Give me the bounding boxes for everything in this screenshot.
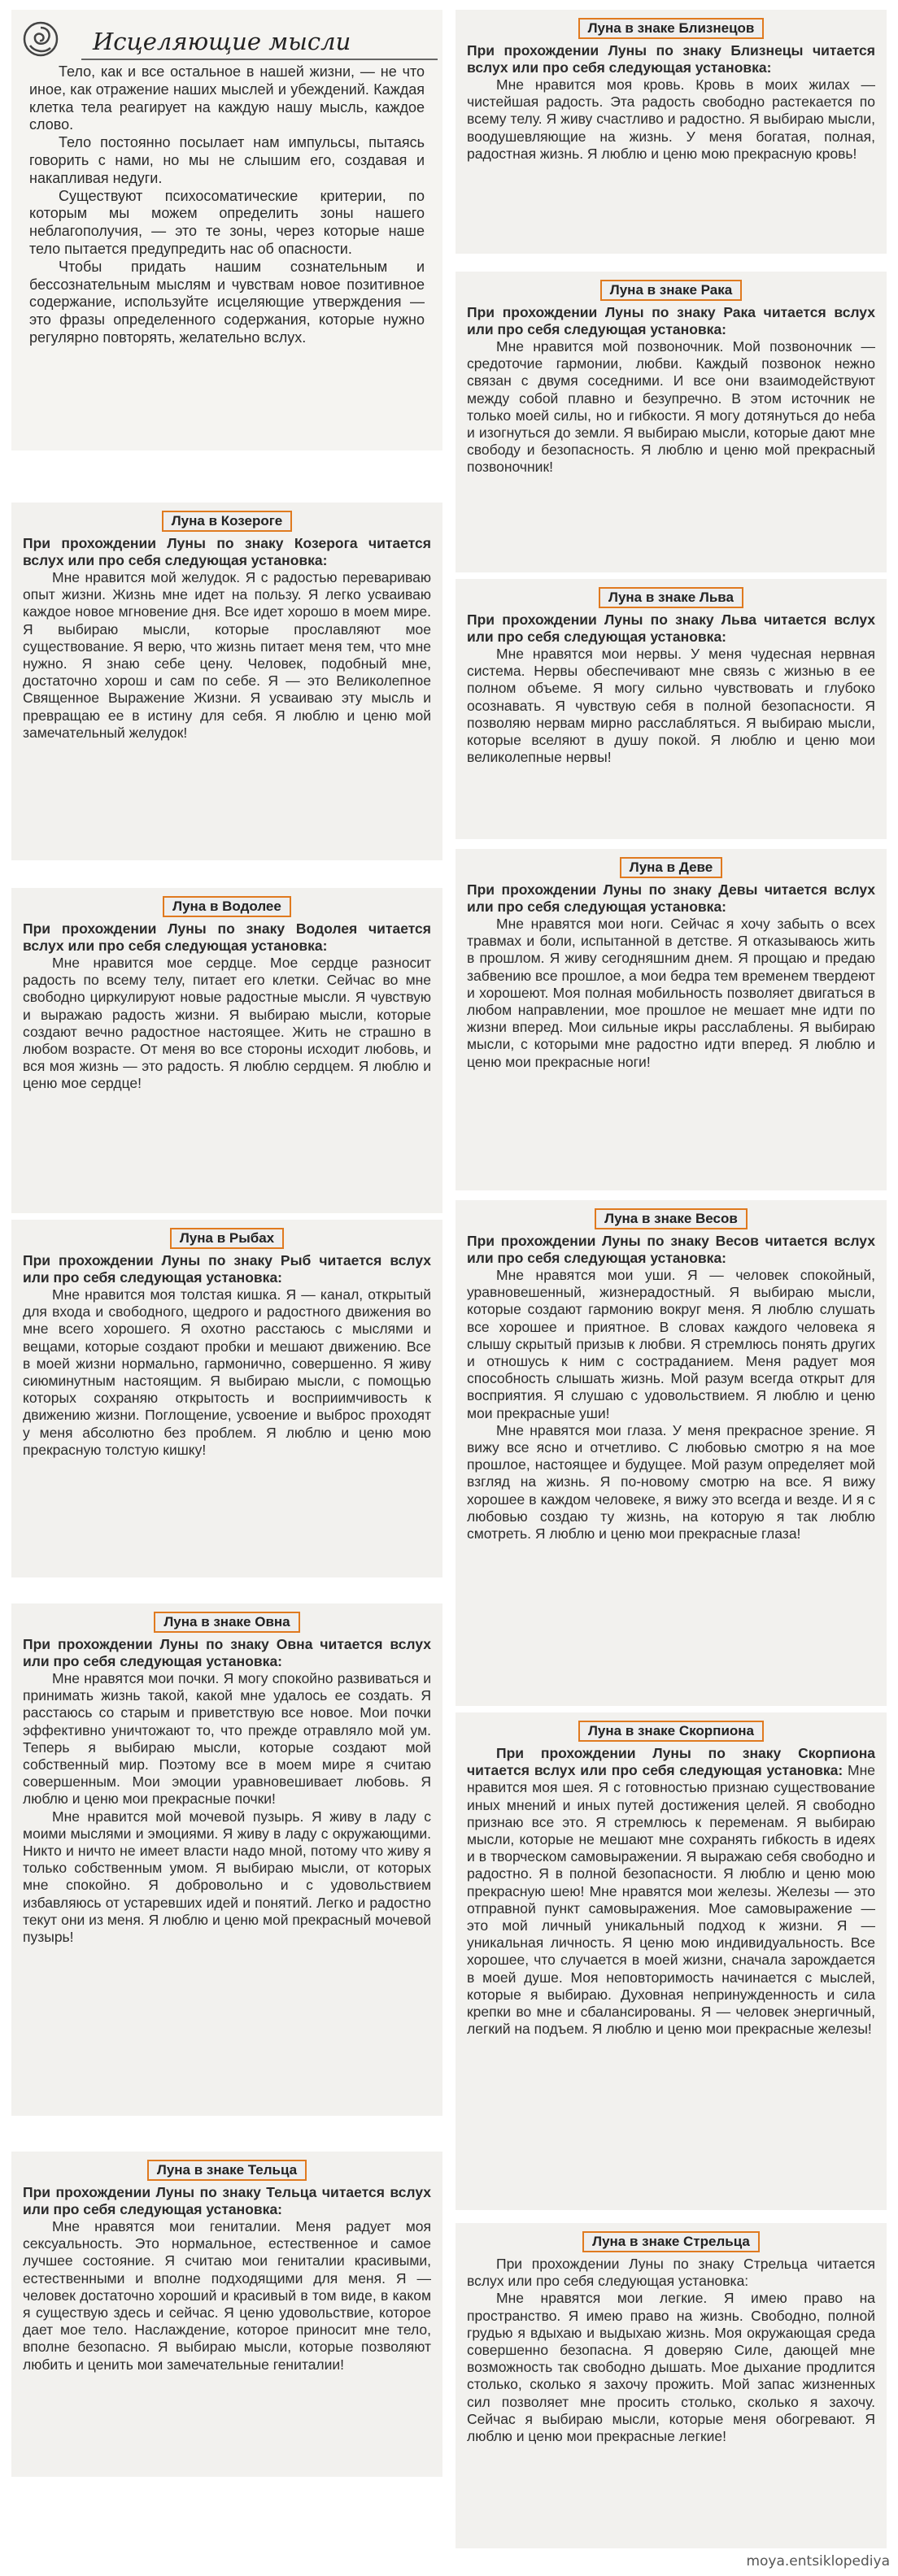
affirmation-paragraph: Мне нравятся мои нервы. У меня чудесная нервная система. Нервы обеспечивают мне связь с жизнью в ее полном объеме. Я могу сильно чувствовать и глубоко осознавать. Я чувствую себя в полной безопасности. Я позволяю нервам мирно расслабляться. Я выбираю мысли, которые вселяют в душу покой. Я люблю и ценю мои великолепные нервы! xyxy=(467,646,875,766)
section-body xyxy=(456,76,887,163)
section-virgo xyxy=(456,849,887,1190)
section-body xyxy=(456,2256,887,2445)
section-body xyxy=(11,2218,442,2374)
affirmation-paragraph xyxy=(467,1745,875,2038)
intro-paragraph: Тело постоянно посылает нам импульсы, пытаясь говорить с нами, но мы не слышим его, создавая и накапливая недуги. xyxy=(29,134,425,186)
section-lead: При прохождении Луны по знаку Весов читается вслух или про себя следующая установка: xyxy=(467,1233,875,1266)
affirmation-paragraph: Мне нравится мой позвоночник. Мой позвоночник — средоточие гармонии, любви. Каждый позвонок нежно связан с двумя соседними. И все они взаимодействуют между собой плавно и безупречно. В этом источник не только моей силы, но и гибкости. Я могу дотянуться до неба и изогнуться до земли. Я выбираю мысли, которые дают мне свободу и безопасность. Я люблю и ценю мой прекрасный позвоночник! xyxy=(467,338,875,476)
affirmation-paragraph: Мне нравится мой желудок. Я с радостью перевариваю опыт жизни. Жизнь мне идет на пользу. Я легко усваиваю каждое новое мгновение дня. Все идет хорошо в моем мире. Я выбираю мысли, которые прославляют мое существование. Я верю, что жизнь питает меня тем, что мне нужно. Я знаю себе цену. Человек, подобный мне, достаточно хорош и сам по себе. Я — это Великолепное Священное Выражение Жизни. Я усваиваю эту мысль и превращаю ее в истину для себя. Я люблю и ценю мой замечательный желудок! xyxy=(23,569,431,741)
section-lead: При прохождении Луны по знаку Рака читается вслух или про себя следующая установка: xyxy=(467,304,875,337)
affirmation-paragraph: Мне нравятся мои уши. Я — человек спокойный, уравновешенный, жизнерадостный. Я выбираю мысли, которые создают гармонию вокруг меня. Я люблю слушать все хорошее и приятное. В словах каждого человека я слышу скрытый призыв к любви. Я стремлюсь понять других и отношусь к ним с состраданием. Меня радует моя способность слышать жизнь. Мой разум всегда открыт для восприятия. Я слушаю с удовольствием. Я люблю и ценю мои прекрасные уши! xyxy=(467,1267,875,1421)
intro-paragraph: Чтобы придать нашим сознательным и бессознательным мыслям и чувствам новое позитивное содержание, используйте исцеляющие утверждения — это фразы определенного содержания, которые нужно регулярно повторять, желательно вслух. xyxy=(29,258,425,346)
section-lead: При прохождении Луны по знаку Скорпиона читается вслух или про себя следующая установка: xyxy=(467,1745,875,1779)
section-body xyxy=(11,955,442,1093)
section-body xyxy=(456,1267,887,1543)
affirmation-paragraph: Мне нравится мое сердце. Мое сердце разносит радость по всему телу, питает его клетки. Сейчас во мне свободно циркулируют новые радостные мысли. Я чувствую и выражаю радость жизни. Я выбираю мысли, которые создают вечно радостное настоящее. Жить не страшно в любом возрасте. От меня во все стороны исходит любовь, и вся моя жизнь — это радость. Я люблю сердцем. Я люблю и ценю мое сердце! xyxy=(23,955,431,1092)
section-lead: При прохождении Луны по знаку Рыб читается вслух или про себя следующая установка: xyxy=(23,1252,431,1286)
section-title: Луна в знаке Тельца xyxy=(147,2160,307,2181)
section-body xyxy=(11,569,442,742)
affirmation-text: Мне нравится моя шея. Я с готовностью признаю существование иных мнений и иных путей достижения целей. Я свободно признаю все это. Я стремлюсь к переменам. Я выбираю мысли, которые не мешают мне сохранять гибкость в идеях и в творческом самовыражении. Я выражаю себя свободно и радостно. Я в полной безопасности. Я люблю и ценю мою прекрасную шею! Мне нравятся мои железы. Железы — это отправной пункт самовыражения. Мое самовыражение — это мой личный уникальный подход к жизни. Я — уникальная личность. Я ценю мою индивидуальность. Все хорошее, что случается в моей жизни, сначала зарождается в моей душе. Моя неповторимость начинается с мыслей, которые я выбираю. Духовная непринужденность и сила крепки во мне и сбалансированы. Я — человек энергичный, легкий на подъем. Я люблю и ценю мои прекрасные железы! xyxy=(467,1762,875,2038)
section-title: Луна в знаке Весов xyxy=(595,1208,748,1229)
section-body xyxy=(456,646,887,766)
section-body xyxy=(456,916,887,1071)
intro-paragraph: Тело, как и все остальное в нашей жизни, — не что иное, как отражение наших мыслей и убеждений. Каждая клетка тела реагирует на каждую нашу мысль, каждое слово. xyxy=(29,63,425,133)
section-aries xyxy=(11,1603,442,2116)
intro-text xyxy=(11,63,442,347)
section-title: Луна в знаке Овна xyxy=(154,1612,299,1633)
section-body xyxy=(11,1286,442,1459)
intro-box xyxy=(11,10,442,450)
section-title: Луна в Рыбах xyxy=(170,1228,284,1249)
section-lead: При прохождении Луны по знаку Козерога читается вслух или про себя следующая установка: xyxy=(23,535,431,568)
section-libra xyxy=(456,1200,887,1706)
section-sagittarius xyxy=(456,2223,887,2548)
section-body xyxy=(456,338,887,476)
section-title: Луна в знаке Близнецов xyxy=(578,18,765,39)
section-gemini xyxy=(456,10,887,254)
section-lead: При прохождении Луны по знаку Тельца читается вслух или про себя следующая установка: xyxy=(23,2184,431,2217)
affirmation-paragraph: Мне нравятся мои гениталии. Меня радует моя сексуальность. Это нормальное, естественное и самое лучшее состояние. Я считаю мои гениталии красивыми, естественными и вполне подходящими для меня. Я — человек достаточно хороший и красивый в том виде, в каком я существую здесь и сейчас. Я ценю удовольствие, которое дает мое тело. Наслаждение, которое приносит мне тело, вполне безопасно. Я выбираю мысли, которые позволяют любить и ценить мои замечательные гениталии! xyxy=(23,2218,431,2373)
section-cancer xyxy=(456,272,887,572)
page-title: Исцеляющие мысли xyxy=(93,28,351,55)
rose-icon xyxy=(23,21,59,57)
section-title: Луна в знаке Стрельца xyxy=(582,2231,760,2252)
section-lead: При прохождении Луны по знаку Овна читается вслух или про себя следующая установка: xyxy=(23,1636,431,1669)
section-title: Луна в Козероге xyxy=(162,511,293,532)
intro-paragraph: Существуют психосоматические критерии, по которым мы можем определить зоны нашего неблагополучия, — это те зоны, через которые наше тело пытается предупредить нас об опасности. xyxy=(29,187,425,257)
section-title: Луна в Деве xyxy=(620,857,722,878)
watermark: moya.entsiklopediya xyxy=(746,2553,890,2569)
intro-header xyxy=(11,10,442,63)
section-taurus xyxy=(11,2152,442,2477)
section-title: Луна в знаке Скорпиона xyxy=(578,1721,764,1742)
affirmation-paragraph: Мне нравятся мои легкие. Я имею право на пространство. Я имею право на жизнь. Свободно, полной грудью я вдыхаю и выдыхаю жизнь. Моя окружающая среда совершенно безопасна. Я доверяю Силе, дающей мне возможность так свободно дышать. Мое дыхание продлится столько, сколько я захочу прожить. Мой запас жизненных сил позволяет мне просить столько, сколько я захочу. Сейчас я выбираю мысли, которые меня обогревают. Я люблю и ценю мои прекрасные легкие! xyxy=(467,2290,875,2445)
section-pisces xyxy=(11,1220,442,1577)
section-scorpio xyxy=(456,1712,887,2210)
title-divider xyxy=(81,59,438,60)
section-lead: При прохождении Луны по знаку Льва читается вслух или про себя следующая установка: xyxy=(467,611,875,645)
section-body xyxy=(11,1670,442,1946)
section-title: Луна в Водолее xyxy=(163,896,291,917)
section-aquarius xyxy=(11,888,442,1213)
affirmation-paragraph: Мне нравятся мои глаза. У меня прекрасное зрение. Я вижу все ясно и отчетливо. С любовью смотрю я на мое прошлое, настоящее и будущее. Мой разум определяет мой взгляд на жизнь. Я по-новому смотрю на все. Я вижу хорошее в каждом человеке, я вижу это всегда и везде. И я с любовью создаю ту жизнь, на которую я так люблю смотреть. Я люблю и ценю мои прекрасные глаза! xyxy=(467,1421,875,1543)
section-body xyxy=(456,1745,887,2038)
affirmation-paragraph: Мне нравится мой мочевой пузырь. Я живу в ладу с моими мыслями и эмоциями. Я живу в ладу с окружающими. Никто и ничто не имеет власти надо мной, потому что живу я только собственным умом. Я выбираю мысли, от которых мне спокойно. Я добровольно и с удовольствием избавляюсь от устаревших идей и понятий. Легко и радостно текут они из меня. Я люблю и ценю мой прекрасный мочевой пузырь! xyxy=(23,1808,431,1946)
section-title: Луна в знаке Льва xyxy=(599,587,743,608)
affirmation-paragraph: Мне нравится моя кровь. Кровь в моих жилах — чистейшая радость. Эта радость свободно растекается по всему телу. Я живу счастливо и радостно. Я выбираю мысли, воодушевляющие на жизнь. У меня богатая, полная, радостная жизнь. Я люблю и ценю мою прекрасную кровь! xyxy=(467,76,875,162)
section-capricorn xyxy=(11,503,442,860)
section-leo xyxy=(456,579,887,839)
affirmation-paragraph: Мне нравятся мои почки. Я могу спокойно развиваться и принимать жизнь такой, какой мне удалось ее создать. Я расстаюсь со старым и приветствую все новое. Мои почки эффективно уничтожают то, что прежде отравляло мой ум. Теперь я выбираю мысли, которые создают мой собственный мир. Поэтому все в моем мире я считаю совершенным. Мои эмоции уравновешивает любовь. Я люблю и ценю мои прекрасные почки! xyxy=(23,1670,431,1808)
section-lead: При прохождении Луны по знаку Близнецы читается вслух или про себя следующая установка: xyxy=(467,42,875,76)
affirmation-paragraph: Мне нравится моя толстая кишка. Я — канал, открытый для входа и свободного, щедрого и радостного движения во мне всего хорошего. Я охотно расстаюсь с мыслями и вещами, которые создают пробки и мешают движению. Все в моей жизни нормально, гармонично, совершенно. Я живу сиюминутным настоящим. Я выбираю мысли, с помощью которых сохраняю открытость и восприимчивость к движению жизни. Поглощение, усвоение и выброс проходят у меня абсолютно без проблем. Я люблю и ценю мою прекрасную толстую кишку! xyxy=(23,1286,431,1458)
section-lead: При прохождении Луны по знаку Девы читается вслух или про себя следующая установка: xyxy=(467,881,875,915)
affirmation-paragraph: Мне нравятся мои ноги. Сейчас я хочу забыть о всех травмах и боли, испытанной в детстве. Я отказываюсь жить в прошлом. Я живу сегодняшним днем. Я прощаю и предаю забвению все прошлое, а мои бедра тем временем твердеют и хорошеют. Моя полная мобильность позволяет двигаться в любом направлении, мое прошлое не мешает мне идти по жизни вперед. Мои сильные икры расслаблены. Я выбираю мысли, с которыми мне радостно идти вперед. Я люблю и ценю мои прекрасные ноги! xyxy=(467,916,875,1070)
section-title: Луна в знаке Рака xyxy=(600,280,742,301)
section-lead: При прохождении Луны по знаку Водолея читается вслух или про себя следующая установка: xyxy=(23,920,431,954)
section-lead: При прохождении Луны по знаку Стрельца читается вслух или про себя следующая установка: xyxy=(467,2256,875,2290)
